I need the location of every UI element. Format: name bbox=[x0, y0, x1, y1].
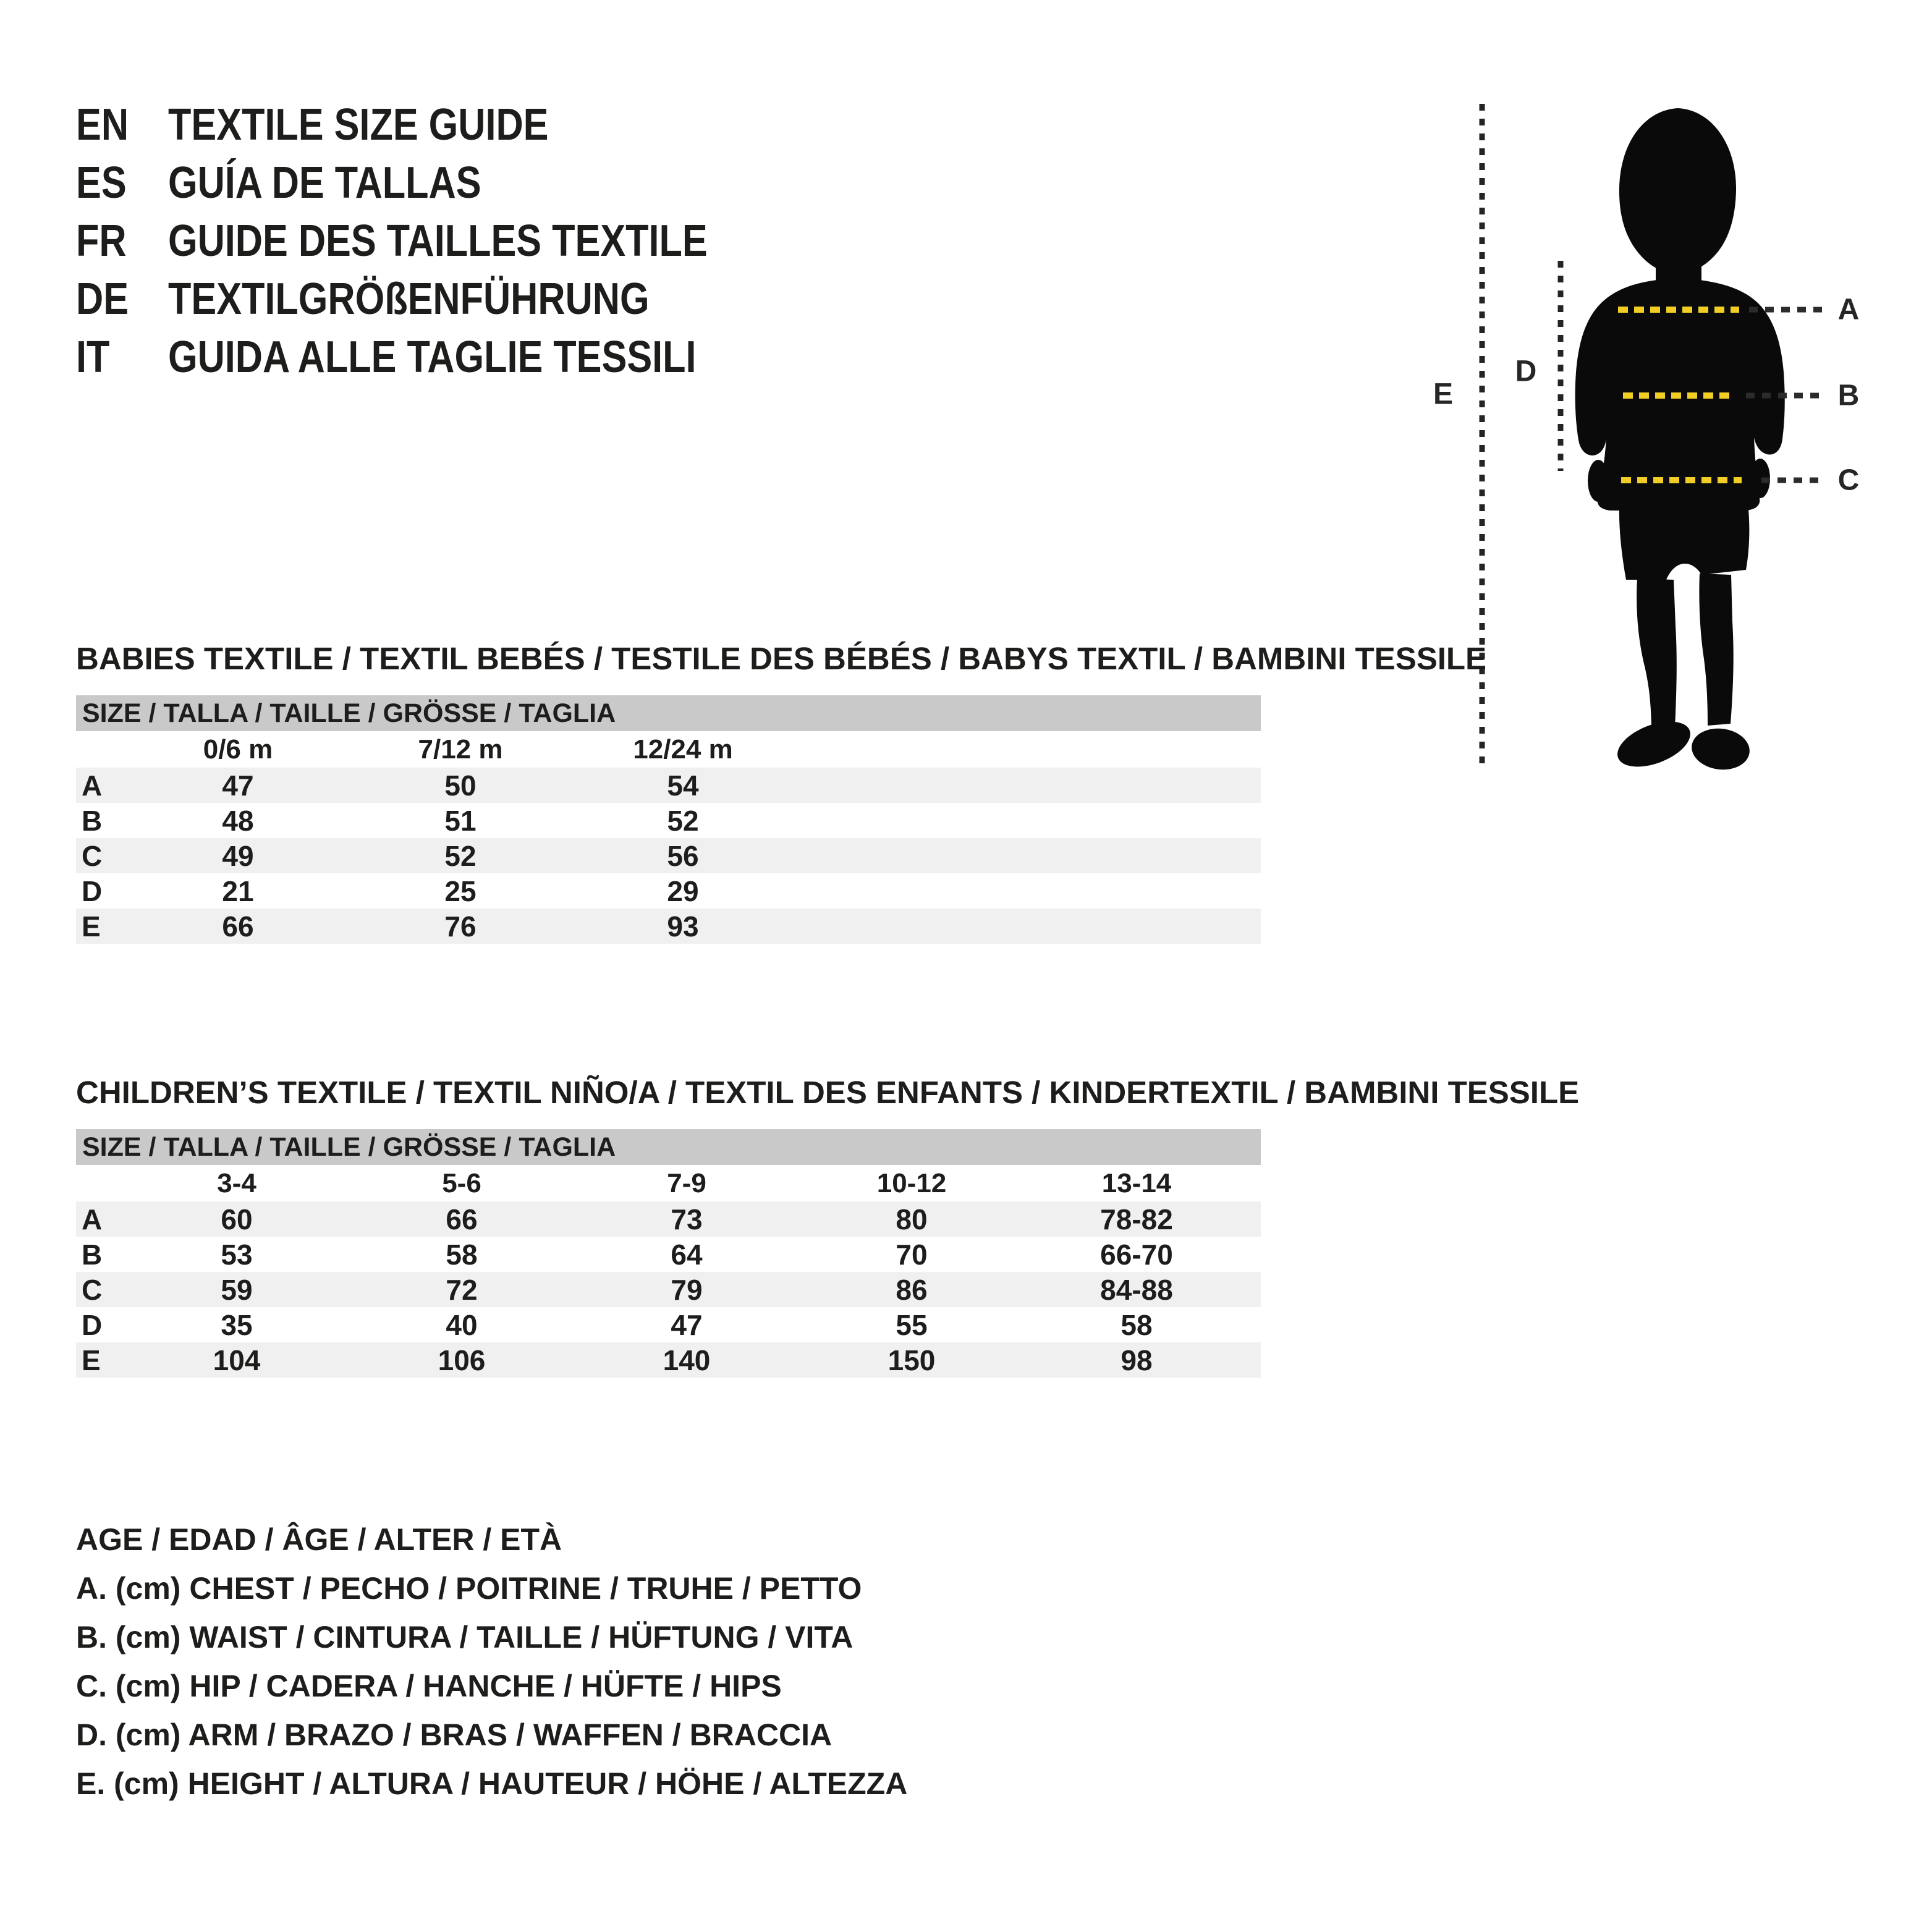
table-row-a bbox=[76, 1201, 1261, 1237]
lang-row-fr bbox=[76, 212, 803, 270]
column-header: 7-9 bbox=[667, 1167, 706, 1198]
table-row-a bbox=[76, 768, 1261, 803]
silhouette-shorts bbox=[1619, 503, 1750, 580]
table-cell: 56 bbox=[667, 839, 699, 872]
row-label: D bbox=[82, 1308, 103, 1341]
babies-size-table bbox=[76, 695, 1261, 944]
page-title-it bbox=[168, 332, 789, 383]
babies-section-heading: BABIES TEXTILE / TEXTIL BEBÉS / TESTILE DES BÉBÉS / BABYS TEXTIL / BAMBINI TESSILE bbox=[76, 641, 1487, 676]
column-header: 5-6 bbox=[442, 1167, 481, 1198]
table-row-e bbox=[76, 1342, 1261, 1378]
table-cell: 52 bbox=[444, 839, 477, 872]
children-column-header-row bbox=[76, 1165, 1261, 1201]
arm-label: D bbox=[1515, 355, 1537, 388]
lang-row-en bbox=[76, 96, 803, 154]
legend-chest: A. (cm) CHEST / PECHO / POITRINE / TRUHE / PETTO bbox=[76, 1571, 862, 1606]
table-row-b bbox=[76, 1237, 1261, 1272]
page-title-de bbox=[168, 274, 734, 324]
lang-code bbox=[76, 274, 168, 324]
column-header: 12/24 m bbox=[633, 734, 733, 765]
table-cell: 66 bbox=[222, 910, 254, 943]
page-title bbox=[168, 100, 616, 150]
babies-column-header-row bbox=[76, 731, 1261, 768]
table-cell: 98 bbox=[1121, 1344, 1153, 1376]
table-cell: 150 bbox=[888, 1344, 936, 1376]
table-row-d bbox=[76, 873, 1261, 909]
table-cell: 35 bbox=[221, 1308, 253, 1341]
lang-title-text: GUIDE DES TAILLES TEXTILE bbox=[168, 216, 708, 266]
lang-row-es bbox=[76, 154, 803, 212]
table-cell: 80 bbox=[896, 1203, 928, 1235]
child-silhouette-diagram bbox=[1421, 93, 1916, 785]
column-header: 0/6 m bbox=[203, 734, 273, 765]
table-cell: 140 bbox=[663, 1344, 711, 1376]
table-cell: 79 bbox=[671, 1273, 703, 1306]
table-cell: 66-70 bbox=[1100, 1238, 1173, 1271]
table-cell: 55 bbox=[896, 1308, 928, 1341]
lang-title-text: TEXTILGRÖßENFÜHRUNG bbox=[168, 274, 650, 324]
legend-age: AGE / EDAD / ÂGE / ALTER / ETÀ bbox=[76, 1522, 562, 1557]
lang-title-text: GUÍA DE TALLAS bbox=[168, 158, 481, 208]
column-header: 7/12 m bbox=[418, 734, 503, 765]
table-cell: 49 bbox=[222, 839, 254, 872]
row-label: D bbox=[82, 875, 103, 907]
legend-hip: C. (cm) HIP / CADERA / HANCHE / HÜFTE / HIPS bbox=[76, 1669, 782, 1703]
lang-code bbox=[76, 216, 168, 266]
legend-height: E. (cm) HEIGHT / ALTURA / HAUTEUR / HÖHE / ALTEZZA bbox=[76, 1766, 908, 1801]
page-title-fr bbox=[168, 216, 803, 266]
row-label: C bbox=[82, 1273, 103, 1306]
lang-code-text: DE bbox=[76, 274, 129, 324]
row-label: C bbox=[82, 839, 103, 872]
child-silhouette bbox=[1575, 108, 1785, 776]
column-header: 3-4 bbox=[217, 1167, 256, 1198]
lang-row-it bbox=[76, 328, 803, 386]
size-header-label: SIZE / TALLA / TAILLE / GRÖSSE / TAGLIA bbox=[82, 1132, 616, 1162]
children-size-header-bar bbox=[76, 1129, 1261, 1165]
row-label: B bbox=[82, 804, 103, 837]
table-cell: 47 bbox=[222, 769, 254, 802]
table-cell: 78-82 bbox=[1100, 1203, 1173, 1235]
table-row-c bbox=[76, 1272, 1261, 1307]
table-cell: 73 bbox=[671, 1203, 703, 1235]
table-cell: 76 bbox=[444, 910, 477, 943]
column-header: 10-12 bbox=[876, 1167, 947, 1198]
silhouette-right-shoe bbox=[1689, 726, 1752, 773]
silhouette-right-leg bbox=[1699, 574, 1733, 726]
table-cell: 54 bbox=[667, 769, 699, 802]
height-label: E bbox=[1433, 378, 1454, 411]
table-cell: 104 bbox=[213, 1344, 261, 1376]
lang-code bbox=[76, 158, 168, 208]
legend-arm: D. (cm) ARM / BRAZO / BRAS / WAFFEN / BRACCIA bbox=[76, 1718, 833, 1752]
legend-waist: B. (cm) WAIST / CINTURA / TAILLE / HÜFTUNG / VITA bbox=[76, 1620, 854, 1654]
waist-label: B bbox=[1837, 379, 1860, 412]
lang-title-text: GUIDA ALLE TAGLIE TESSILI bbox=[168, 333, 697, 382]
table-cell: 72 bbox=[446, 1273, 478, 1306]
table-cell: 58 bbox=[1121, 1308, 1153, 1341]
lang-title-text: TEXTILE SIZE GUIDE bbox=[168, 100, 549, 150]
silhouette-left-hand bbox=[1588, 460, 1609, 502]
size-header-label: SIZE / TALLA / TAILLE / GRÖSSE / TAGLIA bbox=[82, 698, 616, 728]
table-cell: 60 bbox=[221, 1203, 253, 1235]
silhouette-left-leg bbox=[1637, 578, 1677, 728]
table-cell: 52 bbox=[667, 804, 699, 837]
measurement-figure bbox=[1421, 93, 1916, 785]
chest-label: A bbox=[1837, 293, 1860, 326]
lang-code-text: FR bbox=[76, 216, 127, 266]
table-cell: 53 bbox=[221, 1238, 253, 1271]
language-title-list bbox=[76, 96, 803, 386]
table-cell: 40 bbox=[446, 1308, 478, 1341]
children-section-heading: CHILDREN’S TEXTILE / TEXTIL NIÑO/A / TEXTIL DES ENFANTS / KINDERTEXTIL / BAMBINI TESSILE bbox=[76, 1075, 1580, 1110]
babies-size-header-bar bbox=[76, 695, 1261, 731]
row-label: B bbox=[82, 1238, 103, 1271]
row-label: A bbox=[82, 1203, 103, 1235]
lang-code-text: IT bbox=[76, 333, 110, 382]
children-size-table bbox=[76, 1129, 1261, 1378]
page-title-es bbox=[168, 158, 536, 208]
table-cell: 84-88 bbox=[1100, 1273, 1173, 1306]
row-label: E bbox=[82, 1344, 101, 1376]
lang-row-de bbox=[76, 270, 803, 328]
table-cell: 58 bbox=[446, 1238, 478, 1271]
table-cell: 47 bbox=[671, 1308, 703, 1341]
measurement-legend bbox=[76, 1515, 907, 1808]
table-cell: 51 bbox=[444, 804, 477, 837]
table-cell: 93 bbox=[667, 910, 699, 943]
table-cell: 25 bbox=[444, 875, 477, 907]
lang-code bbox=[76, 332, 168, 383]
lang-code-text: EN bbox=[76, 100, 129, 150]
table-row-d bbox=[76, 1307, 1261, 1342]
lang-code bbox=[76, 100, 168, 150]
table-cell: 29 bbox=[667, 875, 699, 907]
table-row-c bbox=[76, 838, 1261, 873]
table-cell: 64 bbox=[671, 1238, 703, 1271]
table-row-b bbox=[76, 803, 1261, 838]
table-cell: 48 bbox=[222, 804, 254, 837]
table-cell: 50 bbox=[444, 769, 477, 802]
table-cell: 106 bbox=[438, 1344, 486, 1376]
table-cell: 21 bbox=[222, 875, 254, 907]
row-label: A bbox=[82, 769, 103, 802]
lang-code-text: ES bbox=[76, 158, 127, 208]
table-cell: 86 bbox=[896, 1273, 928, 1306]
table-cell: 59 bbox=[221, 1273, 253, 1306]
row-label: E bbox=[82, 910, 101, 943]
table-row-e bbox=[76, 909, 1261, 944]
column-header: 13-14 bbox=[1101, 1167, 1172, 1198]
table-cell: 70 bbox=[896, 1238, 928, 1271]
table-cell: 66 bbox=[446, 1203, 478, 1235]
hip-label: C bbox=[1837, 464, 1860, 497]
